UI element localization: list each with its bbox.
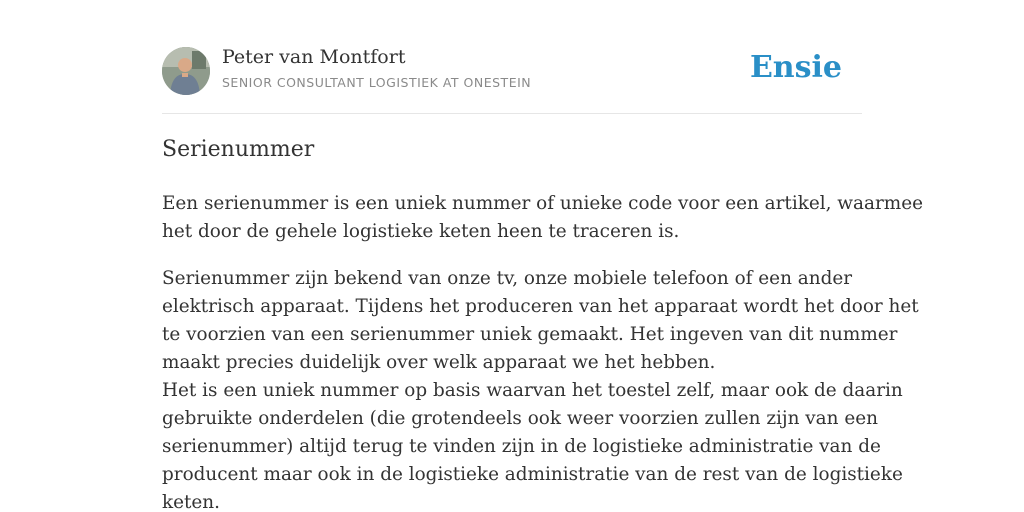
- paragraph-line: Een serienummer is een uniek nummer of unieke code voor een artikel, waarmee: [162, 193, 923, 214]
- paragraph-line: gebruikte onderdelen (die grotendeels ook weer voorzien zullen zijn van een: [162, 408, 878, 429]
- paragraph-line: keten.: [162, 492, 220, 512]
- author-title: SENIOR CONSULTANT LOGISTIEK AT ONESTEIN: [222, 75, 532, 90]
- paragraph-line: elektrisch apparaat. Tijdens het produceren van het apparaat wordt het door het: [162, 296, 919, 317]
- avatar-photo-icon: [162, 47, 210, 95]
- paragraph-line: maakt precies duidelijk over welk apparaat we het hebben.: [162, 352, 716, 373]
- author-header: [162, 0, 862, 114]
- paragraph-line: Het is een uniek nummer op basis waarvan het toestel zelf, maar ook de daarin: [162, 380, 903, 401]
- author-name[interactable]: Peter van Montfort: [222, 46, 406, 68]
- paragraph-line: producent maar ook in de logistieke administratie van de rest van de logistieke: [162, 464, 903, 485]
- paragraph-line: serienummer) altijd terug te vinden zijn in de logistieke administratie van de: [162, 436, 881, 457]
- paragraph-line: het door de gehele logistieke keten heen te traceren is.: [162, 221, 680, 242]
- article-paragraph-2: [162, 265, 919, 512]
- paragraph-line: Serienummer zijn bekend van onze tv, onze mobiele telefoon of een ander: [162, 268, 853, 289]
- paragraph-line: te voorzien van een serienummer uniek gemaakt. Het ingeven van dit nummer: [162, 324, 898, 345]
- article-title: Serienummer: [162, 137, 315, 162]
- ensie-logo[interactable]: Ensie: [749, 50, 842, 85]
- page-container: [162, 0, 923, 512]
- avatar[interactable]: [162, 47, 210, 95]
- article-paragraph-1: [162, 190, 923, 246]
